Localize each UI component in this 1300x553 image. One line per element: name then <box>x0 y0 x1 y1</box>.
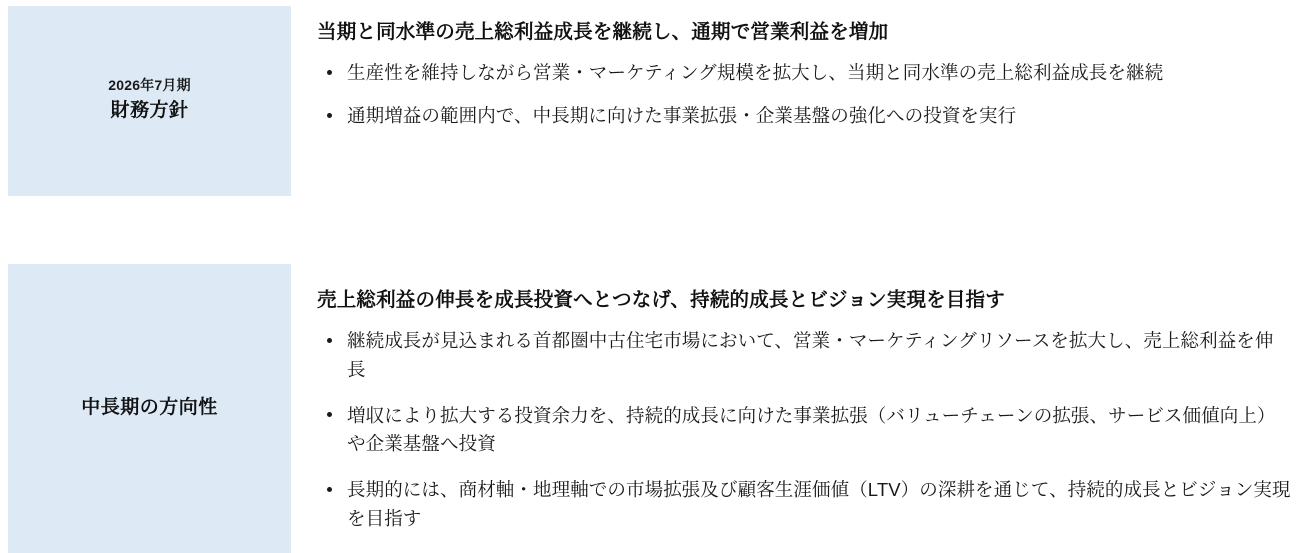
list-item-text: 通期増益の範囲内で、中長期に向けた事業拡張・企業基盤の強化への投資を実行 <box>347 104 1017 126</box>
list-item <box>317 402 1292 459</box>
list-item <box>317 327 1292 384</box>
list-item-text: 生産性を維持しながら営業・マーケティング規模を拡大し、当期と同水準の売上総利益成長を継続 <box>347 62 1164 84</box>
bullet-dot-icon <box>327 338 332 343</box>
section-content-financial-policy <box>291 6 1292 196</box>
list-item <box>317 59 1292 88</box>
bullet-dot-icon <box>327 70 332 75</box>
list-item <box>317 102 1292 131</box>
bullet-list <box>317 327 1292 533</box>
section-midlong-term-direction <box>8 264 1292 553</box>
section-content-midlong-term-direction <box>291 264 1292 553</box>
bullet-dot-icon <box>327 113 332 118</box>
section-heading: 当期と同水準の売上総利益成長を継続し、通期で営業利益を増加 <box>317 21 889 43</box>
label-main-title: 中長期の方向性 <box>81 397 218 419</box>
section-financial-policy <box>8 6 1292 196</box>
bullet-dot-icon <box>327 487 332 492</box>
list-item <box>317 476 1292 533</box>
section-label-midlong-term-direction <box>8 264 291 553</box>
list-item-text: 増収により拡大する投資余力を、持続的成長に向けた事業拡張（バリューチェーンの拡張、サービス価値向上）や企業基盤へ投資 <box>347 404 1276 455</box>
section-heading: 売上総利益の伸長を成長投資へとつなげ、持続的成長とビジョン実現を目指す <box>317 289 1005 311</box>
list-item-text: 長期的には、商材軸・地理軸での市場拡張及び顧客生涯価値（LTV）の深耕を通じて、持続的成長とビジョン実現を目指す <box>347 478 1291 529</box>
list-item-text: 継続成長が見込まれる首都圏中古住宅市場において、営業・マーケティングリソースを拡大し、売上総利益を伸長 <box>347 330 1274 380</box>
section-label-financial-policy <box>8 6 291 196</box>
label-main-title: 財務方針 <box>110 100 189 122</box>
bullet-list <box>317 59 1292 130</box>
label-sub-period: 2026年7月期 <box>108 77 191 94</box>
bullet-dot-icon <box>327 412 332 417</box>
